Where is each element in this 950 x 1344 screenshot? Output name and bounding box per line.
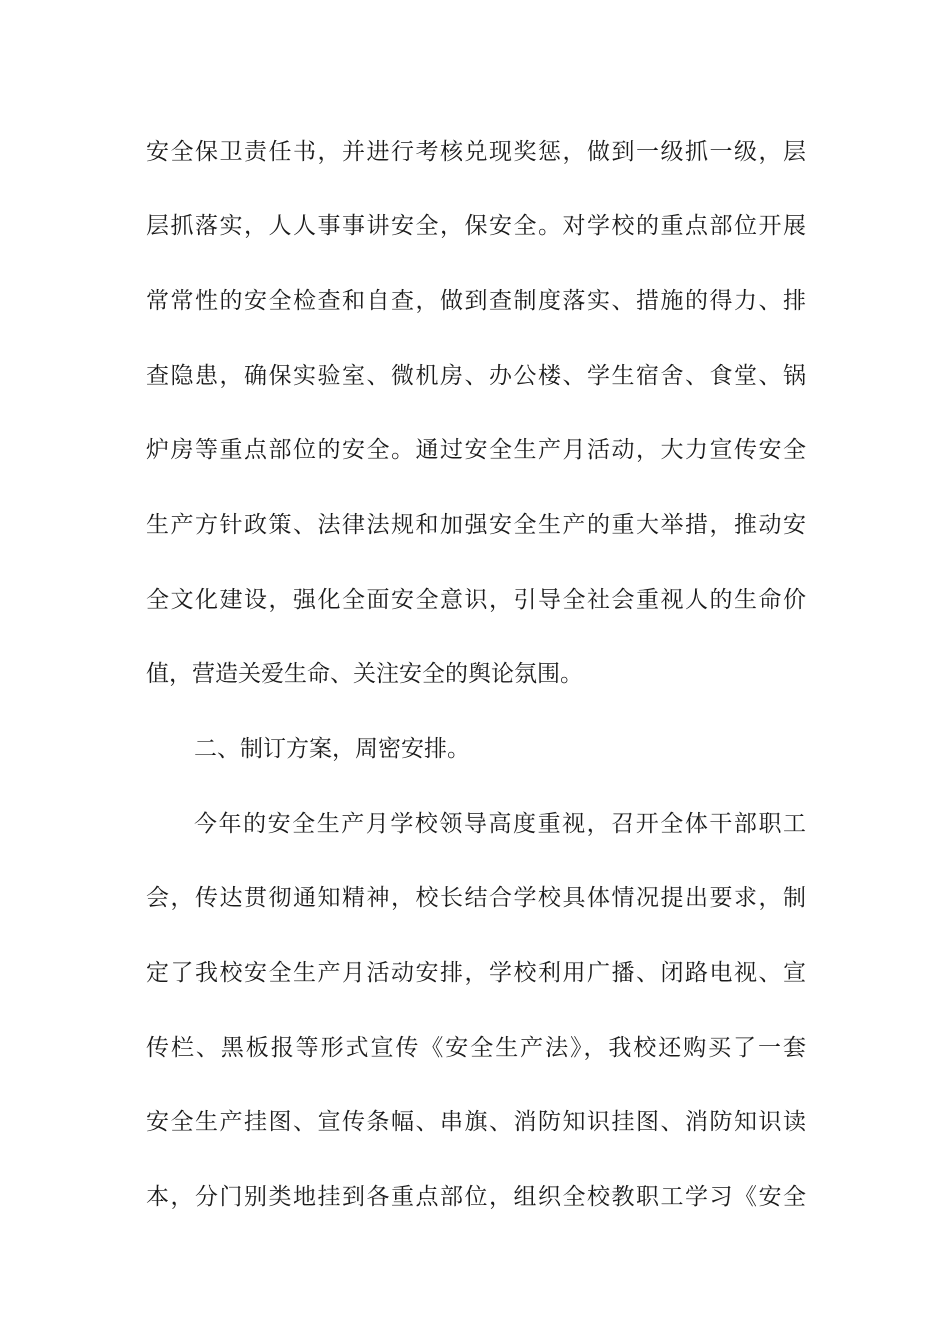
paragraph-1-line-5: 炉房等重点部位的安全。通过安全生产月活动，大力宣传安全: [146, 437, 806, 463]
paragraph-2-line-5: 安全生产挂图、宣传条幅、串旗、消防知识挂图、消防知识读: [146, 1109, 806, 1135]
paragraph-1-line-2: 层抓落实，人人事事讲安全，保安全。对学校的重点部位开展: [146, 213, 806, 239]
paragraph-1-line-1: 安全保卫责任书，并进行考核兑现奖惩，做到一级抓一级，层: [146, 139, 806, 165]
paragraph-1-line-7: 全文化建设，强化全面安全意识，引导全社会重视人的生命价: [146, 587, 806, 613]
paragraph-2-line-3: 定了我校安全生产月活动安排，学校利用广播、闭路电视、宣: [146, 960, 806, 986]
paragraph-2-line-1: 今年的安全生产月学校领导高度重视，召开全体干部职工: [194, 811, 806, 837]
paragraph-1-line-6: 生产方针政策、法律法规和加强安全生产的重大举措，推动安: [146, 512, 806, 538]
paragraph-2-line-4: 传栏、黑板报等形式宣传《安全生产法》，我校还购买了一套: [146, 1035, 806, 1061]
paragraph-1-line-8: 值，营造关爱生命、关注安全的舆论氛围。: [146, 661, 583, 687]
paragraph-1-line-4: 查隐患，确保实验室、微机房、办公楼、学生宿舍、食堂、锅: [146, 363, 806, 389]
paragraph-2-line-2: 会，传达贯彻通知精神，校长结合学校具体情况提出要求，制: [146, 885, 806, 911]
section-heading: 二、制订方案，周密安排。: [194, 736, 470, 762]
paragraph-2-line-6: 本，分门别类地挂到各重点部位，组织全校教职工学习《安全: [146, 1184, 806, 1210]
paragraph-1-line-3: 常常性的安全检查和自查，做到查制度落实、措施的得力、排: [146, 288, 806, 314]
